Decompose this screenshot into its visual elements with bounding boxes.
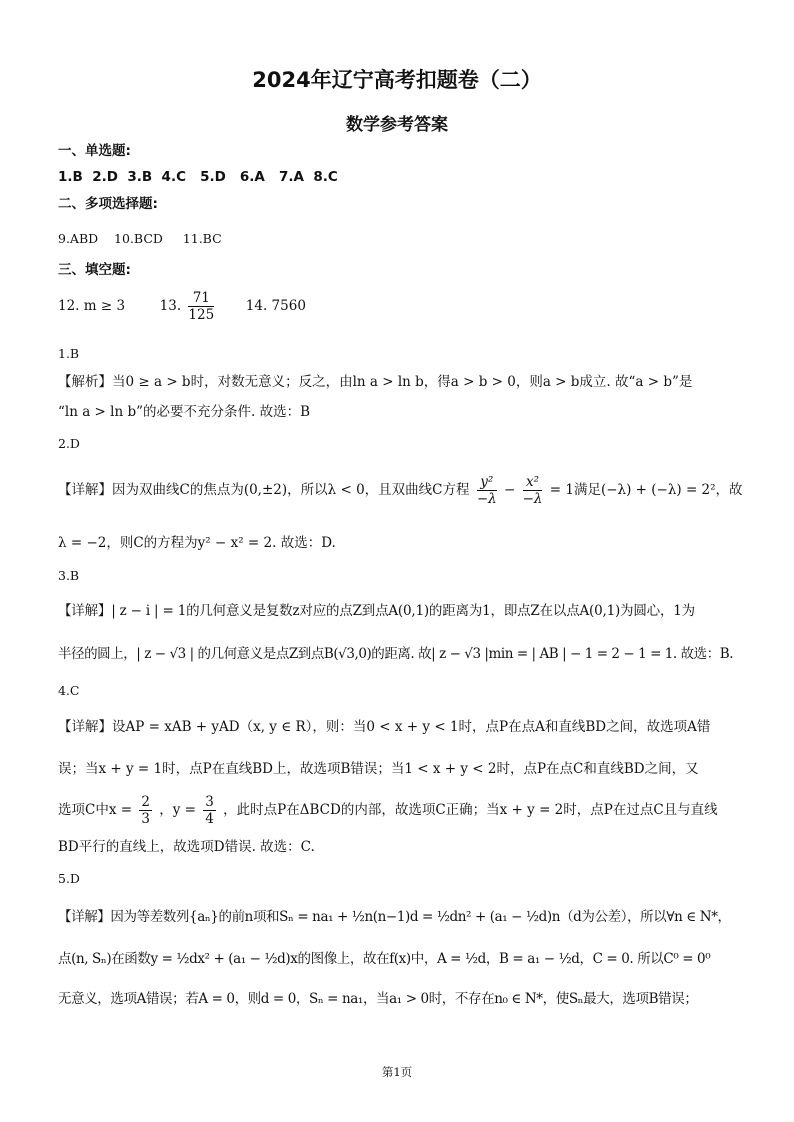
solution-4-heading: 4.C (58, 683, 80, 698)
section-3-title: 三、填空题: (58, 262, 131, 278)
solution-2-text-a: 【详解】因为双曲线C的焦点为(0,±2)，所以λ < 0，且双曲线C方程 (58, 482, 470, 498)
solution-1-line-2: “ln a > ln b”的必要不充分条件. 故选：B (58, 404, 310, 420)
solution-5-line-2: 点(n, Sₙ)在函数y = ½dx² + (a₁ − ½d)x的图像上，故在f(x)中，A = ½d，B = a₁ − ½d，C = 0. 所以C⁰ = 0⁰ (58, 951, 711, 967)
solution-2-heading: 2.D (58, 436, 80, 451)
section-2-answers: 9.ABD 10.BCD 11.BC (58, 231, 222, 246)
solution-2-text-b: = 1满足(−λ) + (−λ) = 2²，故 (549, 482, 743, 498)
section-1-answers: 1.B 2.D 3.B 4.C 5.D 6.A 7.A 8.C (58, 169, 338, 185)
answer-14: 14. 7560 (245, 298, 306, 314)
answer-13-label: 13. (159, 298, 182, 314)
answer-12: 12. m ≥ 3 (58, 298, 126, 314)
solution-2-fraction-y (477, 474, 497, 507)
solution-5-line-1: 【详解】因为等差数列{aₙ}的前n项和Sₙ = na₁ + ½n(n−1)d = ½dn² + (a₁ − ½d)n（d为公差），所以∀n ∈ N*， (58, 909, 731, 925)
solution-2-fraction-y-den: −λ (476, 491, 497, 507)
solution-4-line-2: 误；当x + y = 1时，点P在直线BD上，故选项B错误；当1 < x + y < 2时，点P在点C和直线BD之间，又 (58, 761, 699, 777)
page-title: 2024年辽宁高考扣题卷（二） (252, 68, 542, 92)
solution-3-heading: 3.B (58, 568, 80, 583)
solution-5-line-3: 无意义，选项A错误；若A = 0，则d = 0，Sₙ = na₁，当a₁ > 0时，不存在n₀ ∈ N*，使Sₙ最大，选项B错误； (58, 991, 698, 1007)
solution-4-fraction-x (139, 794, 152, 827)
solution-4-fraction-x-den: 3 (141, 811, 150, 827)
solution-1-heading: 1.B (58, 346, 80, 361)
solution-2-fraction-x-num: x² (523, 474, 543, 491)
solution-3-line-2: 半径的圆上，| z − √3 | 的几何意义是点Z到点B(√3,0)的距离. 故| z − √3 |min = | AB | − 1 = 2 − 1 = 1. 故选：B. (58, 646, 734, 662)
answer-13-denominator: 125 (188, 307, 215, 323)
solution-4-fraction-x-num: 2 (141, 794, 150, 810)
solution-5-heading: 5.D (58, 871, 80, 886)
solution-4-line-4: BD平行的直线上，故选项D错误. 故选：C. (58, 839, 315, 855)
section-2-title: 二、多项选择题: (58, 196, 158, 212)
solution-2-line-1 (58, 470, 748, 510)
solution-4-text-b: ，y = (159, 802, 196, 818)
page-number: 第1页 (381, 1065, 413, 1079)
solution-3-line-1: 【详解】| z − i | = 1的几何意义是复数z对应的点Z到点A(0,1)的距离为1，即点Z在以点A(0,1)为圆心，1为 (58, 603, 695, 619)
solution-4-text-c: ，此时点P在ΔBCD的内部，故选项C正确；当x + y = 2时，点P在过点C且与直线 (223, 802, 718, 818)
answer-13-fraction (188, 290, 214, 323)
page-subtitle: 数学参考答案 (346, 115, 448, 135)
solution-2-minus: − (503, 482, 516, 498)
solution-2-fraction-x (523, 474, 543, 507)
solution-1-line-1: 【解析】当0 ≥ a > b时，对数无意义；反之，由ln a > ln b，得a > b > 0，则a > b成立. 故“a > b”是 (58, 374, 693, 390)
solution-2-fraction-y-num: y² (477, 474, 497, 491)
solution-4-fraction-y-num: 3 (205, 794, 214, 810)
solution-4-line-1: 【详解】设AP = xAB + yAD（x, y ∈ R），则：当0 < x + y < 1时，点P在点A和直线BD之间，故选项A错 (58, 719, 711, 735)
section-1-title: 一、单选题: (58, 143, 131, 159)
solution-2-fraction-x-den: −λ (522, 491, 543, 507)
answer-13-numerator: 71 (188, 290, 214, 307)
solution-4-text-a: 选项C中x = (58, 802, 133, 818)
solution-2-line-2: λ = −2，则C的方程为y² − x² = 2. 故选：D. (58, 535, 336, 551)
section-3-answers (58, 286, 748, 326)
solution-4-fraction-y-den: 4 (205, 811, 214, 827)
solution-4-line-3 (58, 790, 748, 830)
solution-4-fraction-y (203, 794, 216, 827)
